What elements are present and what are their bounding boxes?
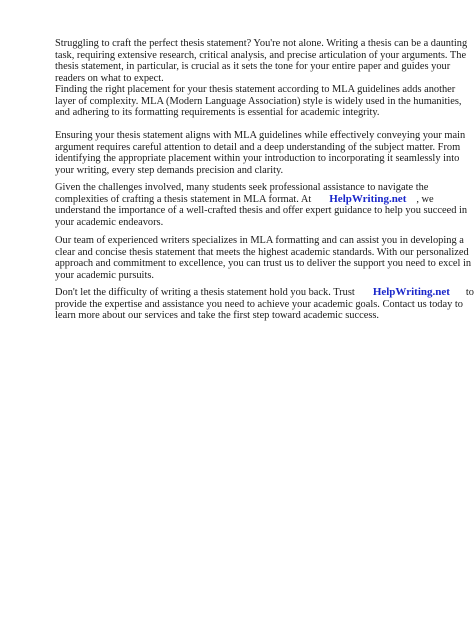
text-line: provide the expertise and assistance you need to achieve your academic goals. Contact us today to [55, 298, 463, 310]
text-line: Ensuring your thesis statement aligns with MLA guidelines while effectively conveying your main [55, 130, 466, 141]
text-line: thesis statement, in particular, is crucial as it sets the tone for your entire paper and guides your [55, 61, 451, 73]
text-segment: to [465, 287, 474, 298]
text-line: Finding the right placement for your thesis statement according to MLA guidelines adds another [55, 84, 456, 95]
text-segment: Don't let the difficulty of writing a thesis statement hold you back. Trust [55, 287, 355, 298]
text-line: approach and commitment to excellence, you can trust us to deliver the support you need to excel in [55, 258, 472, 270]
paragraph-team [55, 235, 472, 281]
text-line: your writing, every step demands precision and clarity. [55, 164, 284, 176]
text-line: learn more about our services and take the first step toward academic success. [55, 310, 380, 322]
text-line: your academic endeavors. [55, 216, 164, 228]
paragraph-assistance [55, 182, 468, 228]
text-line: Our team of experienced writers specializes in MLA formatting and can assist you in developing a [55, 235, 464, 246]
text-line: argument requires careful attention to detail and a deep understanding of the subject matter. From [55, 141, 461, 153]
text-line: identifying the appropriate placement within your introduction to incorporating it seamlessly into [55, 153, 460, 165]
text-segment: complexities of crafting a thesis statement in MLA format. At [55, 193, 312, 205]
text-line: understand the importance of a well-crafted thesis and offer expert guidance to help you succeed in [55, 205, 468, 217]
paragraph-intro [55, 38, 468, 84]
text-segment: , we [416, 193, 434, 205]
text-line: Given the challenges involved, many students seek professional assistance to navigate the [55, 182, 429, 193]
text-line-with-link [55, 286, 474, 299]
paragraph-mla-placement [55, 84, 462, 119]
helpwriting-link[interactable]: HelpWriting.net [329, 192, 407, 205]
paragraph-call-to-action [55, 286, 474, 322]
text-line: your academic pursuits. [55, 269, 154, 281]
text-line: and adhering to its formatting requirements is essential for academic integrity. [55, 107, 380, 119]
text-line: Struggling to craft the perfect thesis statement? You're not alone. Writing a thesis can be a daunting [55, 38, 468, 49]
text-line: readers on what to expect. [55, 72, 164, 84]
text-line: clear and concise thesis statement that meets the highest academic standards. With our personalized [55, 246, 469, 258]
text-line: task, requiring extensive research, critical analysis, and precise articulation of your arguments. The [55, 49, 467, 61]
paragraph-alignment [55, 130, 466, 176]
helpwriting-link[interactable]: HelpWriting.net [372, 286, 450, 298]
text-line-with-link [55, 194, 435, 206]
text-line: layer of complexity. MLA (Modern Language Association) style is widely used in the humanities, [55, 95, 462, 107]
